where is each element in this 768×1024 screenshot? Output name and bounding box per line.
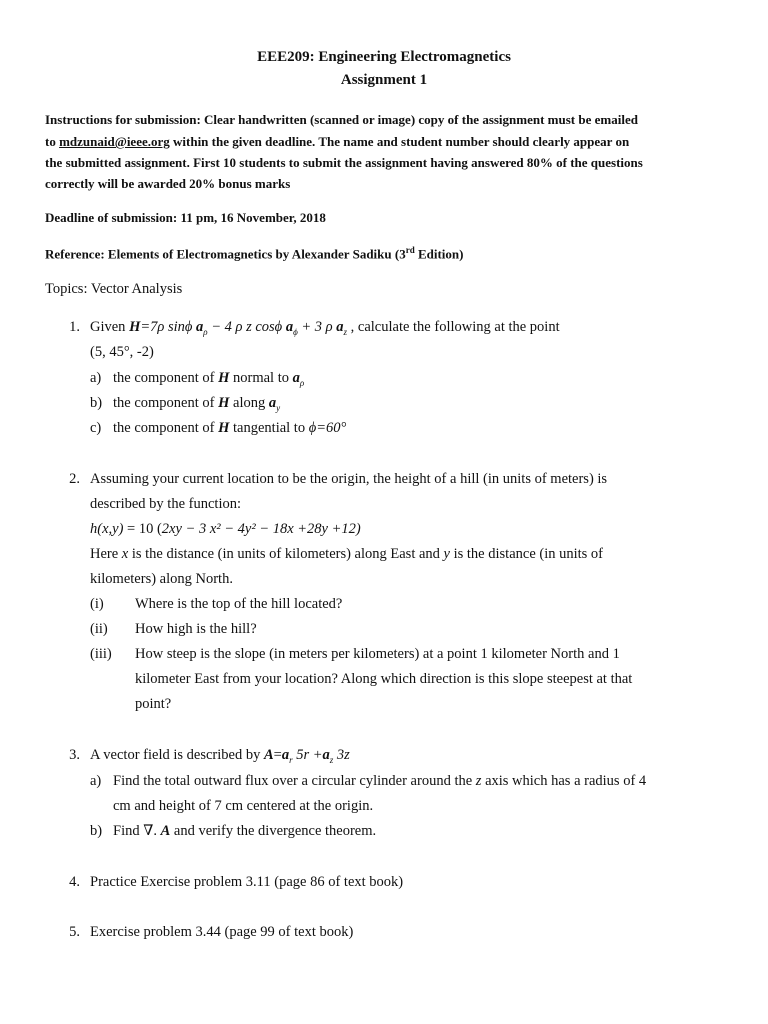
q1-plus-term: + 3 ρ	[297, 319, 337, 335]
q2-part-iii-label: (iii)	[90, 646, 112, 662]
q1-a-sub: ρ	[299, 377, 305, 388]
q2-line-2: described by the function:	[90, 496, 241, 512]
q5-text: Exercise problem 3.44 (page 99 of text book)	[90, 924, 354, 940]
deadline: Deadline of submission: 11 pm, 16 November, 2018	[45, 210, 326, 225]
q3-b-text1: Find	[113, 823, 144, 839]
q1-point: (5, 45°, -2)	[90, 344, 154, 360]
q3-intro	[90, 747, 350, 765]
reference-sup: rd	[405, 245, 415, 255]
q3-a-r: a	[281, 747, 290, 763]
instructions-line-1: Instructions for submission: Clear handwritten (scanned or image) copy of the assignment must be emailed	[45, 112, 638, 127]
q2-func-eq: = 10 (	[123, 521, 162, 537]
q1-a-z: a	[336, 319, 344, 335]
q1-a-vec: a	[292, 370, 300, 386]
q2-func-lhs: h(x,y)	[90, 521, 124, 537]
q2-part-i-label: (i)	[90, 596, 104, 612]
q1-minus-term: − 4 ρ z cosϕ	[207, 319, 286, 335]
q2-number: 2.	[69, 471, 80, 487]
q1-a-H: H	[218, 370, 230, 386]
q2-y: y	[443, 546, 450, 562]
q2-x: x	[121, 546, 129, 562]
q1-b-text: the component of	[113, 395, 219, 411]
q1-part-b	[113, 395, 280, 413]
assignment-title: Assignment 1	[340, 72, 428, 88]
instructions-prefix: to	[45, 134, 60, 149]
q1-line-1	[90, 319, 560, 337]
q3-eq: =	[273, 747, 282, 763]
q3-a-line1a: Find the total outward flux over a circular cylinder around the	[113, 773, 476, 789]
q1-eq: =7ρ sinϕ	[140, 319, 197, 335]
q1-phi-sub: ϕ	[293, 326, 298, 337]
q2-here-b: is the distance (in units of kilometers) along East and	[128, 546, 444, 562]
q2-here-a: Here	[90, 546, 122, 562]
q3-r-sub: r	[289, 754, 293, 765]
q1-given: Given	[90, 319, 130, 335]
q1-H: H	[129, 319, 141, 335]
topics: Topics: Vector Analysis	[45, 281, 183, 297]
q1-z-sub: z	[343, 326, 348, 337]
q3-part-a-label: a)	[90, 773, 102, 789]
q5-number: 5.	[69, 924, 80, 940]
q3-a-line1b: axis which has a radius of 4	[481, 773, 647, 789]
q1-b-H: H	[218, 395, 230, 411]
q3-five: 5r +	[292, 747, 323, 763]
q3-three: 3z	[333, 747, 350, 763]
reference-prefix: Reference: Elements of Electromagnetics by Alexander Sadiku (3	[45, 246, 406, 262]
instructions-line-4: correctly will be awarded 20% bonus marks	[45, 176, 291, 191]
q2-function	[90, 521, 361, 538]
q4-number: 4.	[69, 874, 80, 890]
q1-part-c-label: c)	[90, 420, 102, 436]
q3-nabla: ∇.	[143, 823, 161, 839]
q3-part-a-line-1	[113, 773, 646, 790]
q4-text: Practice Exercise problem 3.11 (page 86 of text book)	[90, 874, 404, 890]
q3-number: 3.	[69, 747, 80, 763]
q3-z-sub: z	[329, 754, 334, 765]
q1-a-text2: normal to	[229, 370, 293, 386]
q3-part-b	[113, 823, 376, 840]
q2-line-1: Assuming your current location to be the origin, the height of a hill (in units of meters) is	[90, 471, 608, 487]
q1-c-angle: ϕ=60°	[308, 420, 347, 436]
q1-rho-sub: ρ	[203, 326, 208, 337]
q2-part-iii-line-1: How steep is the slope (in meters per kilometers) at a point 1 kilometer North and 1	[135, 646, 620, 662]
q2-here-c: is the distance (in units of	[449, 546, 604, 562]
q3-part-a-line-2: cm and height of 7 cm centered at the origin.	[113, 798, 374, 814]
q1-part-c	[113, 420, 346, 437]
email-link[interactable]: mdzunaid@ieee.org	[59, 134, 170, 149]
q1-c-text2: tangential to	[229, 420, 309, 436]
q1-c-H: H	[218, 420, 230, 436]
q1-part-a	[113, 370, 304, 388]
reference	[45, 245, 463, 262]
q1-tail: , calculate the following at the point	[347, 319, 560, 335]
q1-a-rho: a	[196, 319, 204, 335]
q1-b-sub: y	[276, 402, 281, 413]
q1-b-text2: along	[229, 395, 269, 411]
q2-part-i: Where is the top of the hill located?	[135, 596, 343, 612]
q2-here-line-1	[90, 546, 603, 563]
q1-a-phi: a	[285, 319, 294, 335]
q2-func-body: 2xy − 3 x² − 4y² − 18x +28y +12)	[161, 521, 361, 537]
q2-part-ii-label: (ii)	[90, 621, 108, 637]
q1-a-text: the component of	[113, 370, 219, 386]
q1-c-text: the component of	[113, 420, 219, 436]
q2-part-ii: How high is the hill?	[135, 621, 257, 637]
q2-part-iii-line-2: kilometer East from your location? Along which direction is this slope steepest at that	[135, 671, 633, 687]
q3-b-A: A	[160, 823, 171, 839]
q3-a-line1z: z	[475, 773, 482, 789]
q3-b-text2: and verify the divergence theorem.	[170, 823, 377, 839]
q1-part-b-label: b)	[90, 395, 103, 411]
q2-here-line-2: kilometers) along North.	[90, 571, 233, 587]
instructions-suffix: within the given deadline. The name and student number should clearly appear on	[169, 134, 630, 149]
q3-A: A	[263, 747, 274, 763]
q3-a-z: a	[322, 747, 330, 763]
reference-suffix: Edition)	[414, 246, 464, 262]
q1-number: 1.	[69, 319, 80, 335]
instructions-line-3: the submitted assignment. First 10 students to submit the assignment having answered 80% of the questions	[45, 155, 643, 170]
q3-part-b-label: b)	[90, 823, 103, 839]
course-title: EEE209: Engineering Electromagnetics	[257, 49, 511, 65]
q2-part-iii-line-3: point?	[135, 696, 172, 712]
q3-intro-text: A vector field is described by	[90, 747, 264, 763]
q1-b-vec: a	[268, 395, 277, 411]
q1-part-a-label: a)	[90, 370, 102, 386]
instructions-line-2	[45, 134, 629, 150]
